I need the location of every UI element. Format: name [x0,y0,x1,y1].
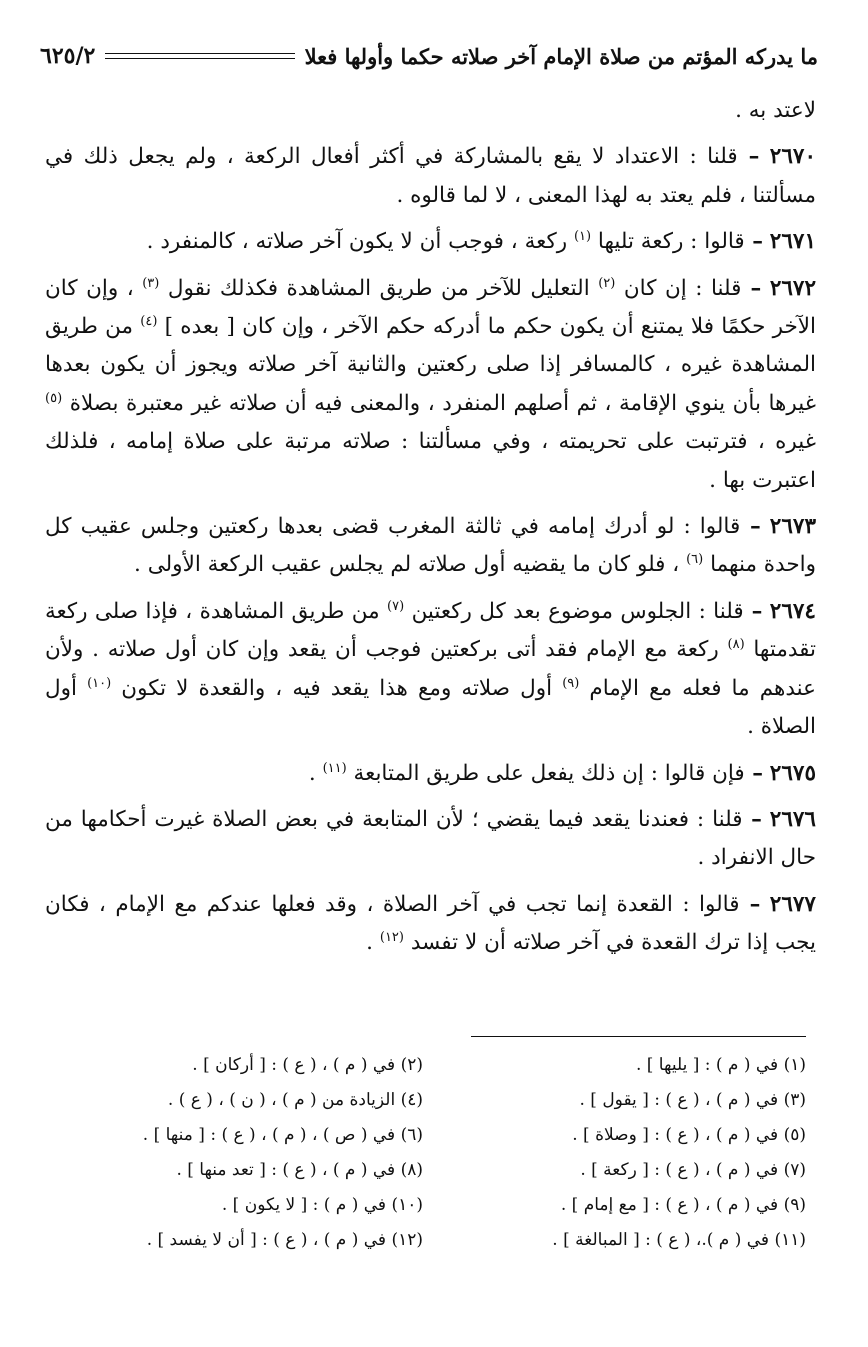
dash: – [744,229,763,255]
body-text [45,92,816,971]
footnote-7: (٧) في ( م ) ، ( ع ) : [ ركعة ] . [580,1160,806,1180]
paragraph-2676 [45,801,816,878]
paragraph-2673 [45,508,816,585]
footnote-ref[interactable]: (٢) [598,275,616,291]
paragraph-text: أول صلاته ومع هذا يقعد فيه ، والقعدة لا تكون [121,675,553,701]
paragraph-text: قلنا : الاعتداد لا يقع بالمشاركة في أكثر أفعال الركعة ، ولم يجعل ذلك في مسألتنا ، فلم يعتد به لهذا المعنى ، لا لما قالوه . [45,144,816,208]
footnote-10: (١٠) في ( م ) : [ لا يكون ] . [221,1195,423,1215]
paragraph-number: ٢٦٧٠ [769,144,816,170]
footnote-2: (٢) في ( م ) ، ( ع ) : [ أركان ] . [192,1055,423,1075]
footnotes [70,1048,806,1258]
footnote-ref[interactable]: (٤) [140,313,158,329]
paragraph-text: فإن قالوا : إن ذلك يفعل على طريق المتابعة [353,760,745,786]
footnote-ref[interactable]: (٧) [387,598,405,614]
dash: – [739,891,761,917]
footnote-ref[interactable]: (١) [573,229,592,245]
dash: – [742,806,762,832]
footnote-5: (٥) في ( م ) ، ( ع ) : [ وصلاة ] . [572,1125,806,1145]
footnote-8: (٨) في ( م ) ، ( ع ) : [ تعد منها ] . [176,1160,423,1180]
paragraph-2671 [45,223,816,261]
paragraph-number: ٢٦٧٣ [769,514,816,540]
header-title: ما يدركه المؤتم من صلاة الإمام آخر صلاته حكما وأولها فعلا [304,43,818,69]
paragraph-number: ٢٦٧١ [769,229,816,255]
header-rule [105,53,294,59]
paragraph-number: ٢٦٧٥ [769,760,816,786]
footnote-3: (٣) في ( م ) ، ( ع ) : [ يقول ] . [579,1090,806,1110]
dash: – [743,598,763,624]
footnote-ref[interactable]: (١١) [322,760,347,776]
footnote-ref[interactable]: (٨) [727,637,745,653]
paragraph-text: قالوا : ركعة تليها [597,229,745,255]
paragraph-text: من طريق المشاهدة غيره ، كالمسافر إذا صلى ركعتين والثانية آخر صلاته ويجوز أن يكون بعدها غيرها بأن ينوي الإقامة ، ثم أصلهم المنفرد ، والمعنى فيه أن صلاته غير معتبرة بصلاة [45,314,816,416]
footnote-ref[interactable]: (١٢) [379,929,404,945]
page-number: ٦٢٥/٢ [40,43,96,69]
paragraph-text: قالوا : لو أدرك إمامه في ثالثة المغرب قضى بعدها ركعتين وجلس عقيب كل واحدة منهما [45,514,816,578]
footnote-divider [471,1036,806,1037]
footnote-ref[interactable]: (٥) [45,390,63,406]
paragraph-text: قلنا : فعندنا يقعد فيما يقضي ؛ لأن المتابعة في بعض الصلاة غيرت أحكامها من حال الانفراد . [45,806,816,871]
paragraph-text: التعليل للآخر من طريق المشاهدة فكذلك نقول [167,275,590,301]
paragraph-text: . [366,930,374,956]
paragraph-text: أول الصلاة . [45,675,816,740]
paragraph-text: قلنا : إن كان [623,275,742,301]
footnote-11: (١١) في ( م ).، ( ع ) : [ المبالغة ] . [552,1230,806,1250]
paragraph-number: ٢٦٧٧ [769,891,816,917]
dash: – [737,144,760,170]
paragraph-number: ٢٦٧٢ [769,275,817,301]
dash: – [741,275,762,301]
paragraph-text: ، فلو كان ما يقضيه أول صلاته لم يجلس عقيب الركعة الأولى . [134,552,680,578]
paragraph-2672 [45,270,816,500]
paragraph-text: . [308,760,316,786]
footnote-ref[interactable]: (٩) [562,675,580,691]
footnote-ref[interactable]: (٦) [686,552,704,568]
running-header [40,36,818,76]
paragraph-continuation [45,92,816,130]
paragraph-text: ، وإن كان الآخر حكمًا فلا يمتنع أن يكون حكم ما أدركه حكم الآخر ، وإن كان [ بعده ] [45,275,816,340]
paragraph-text: من طريق المشاهدة ، فإذا صلى ركعة تقدمتها [45,598,816,663]
paragraph-text: ركعة ، فوجب أن لا يكون آخر صلاته ، كالمنفرد . [146,229,568,255]
dash: – [740,514,761,540]
footnote-12: (١٢) في ( م ) ، ( ع ) : [ أن لا يفسد ] . [146,1230,423,1250]
paragraph-2674 [45,593,816,747]
footnote-1: (١) في ( م ) : [ يليها ] . [635,1055,806,1075]
footnote-9: (٩) في ( م ) ، ( ع ) : [ مع إمام ] . [560,1195,806,1215]
paragraph-2670 [45,138,816,215]
footnote-ref[interactable]: (١٠) [87,675,112,691]
paragraph-2677 [45,886,816,963]
dash: – [744,760,763,786]
paragraph-number: ٢٦٧٤ [769,598,816,624]
footnote-ref[interactable]: (٣) [142,275,160,291]
paragraph-text: قلنا : الجلوس موضوع بعد كل ركعتين [411,598,744,624]
paragraph-text: قالوا : القعدة إنما تجب في آخر الصلاة ، وقد فعلها عندكم مع الإمام ، فكان يجب إذا ترك القعدة في آخر صلاته أن لا تفسد [45,891,816,956]
paragraph-text: ركعة مع الإمام فقد أتى بركعتين فوجب أن يقعد وإن كان أول صلاته . ولأن عندهم ما فعله مع الإمام [45,637,816,701]
footnote-6: (٦) في ( ص ) ، ( م ) ، ( ع ) : [ منها ] . [142,1125,423,1145]
paragraph-number: ٢٦٧٦ [769,806,816,832]
paragraph-text: غيره ، فترتبت على تحريمته ، وفي مسألتنا : صلاته مرتبة على صلاة إمامه ، فلذلك اعتبرت بها . [45,429,816,493]
paragraph-2675 [45,755,816,793]
paragraph-text: لاعتد به . [735,98,816,123]
footnote-4: (٤) الزيادة من ( م ) ، ( ن ) ، ( ع ) . [167,1090,423,1110]
